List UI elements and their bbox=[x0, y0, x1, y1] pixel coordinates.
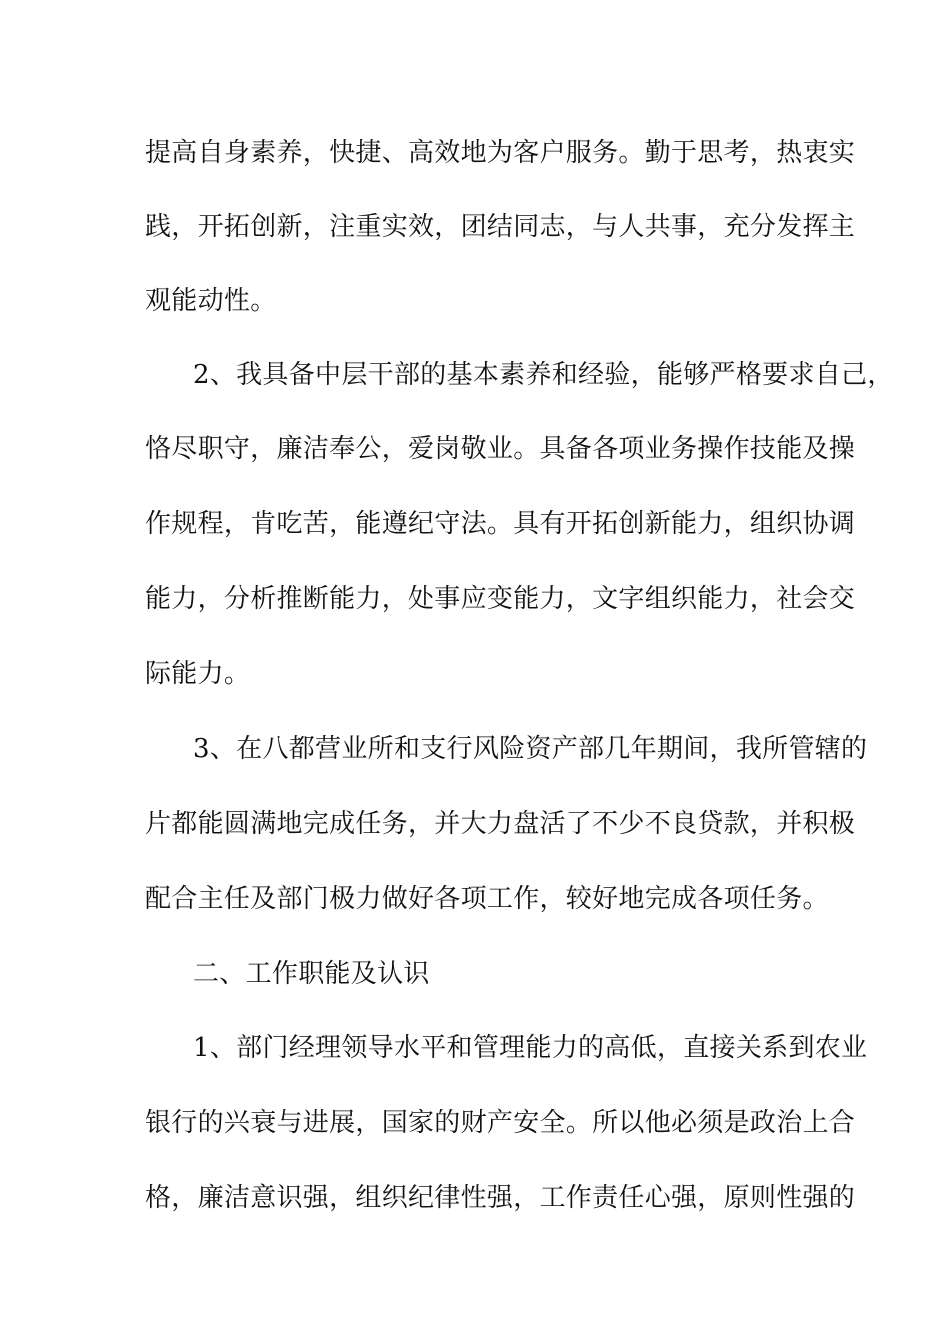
text-line: 片都能圆满地完成任务，并大力盘活了不少不良贷款，并积极 bbox=[145, 809, 856, 839]
text-line: 作规程，肯吃苦，能遵纪守法。具有开拓创新能力，组织协调 bbox=[145, 509, 856, 539]
text-line: 银行的兴衰与进展，国家的财产安全。所以他必须是政治上合 bbox=[145, 1108, 856, 1138]
paragraph-start-line: 1、部门经理领导水平和管理能力的高低，直接关系到农业 bbox=[193, 1033, 868, 1063]
text-line: 提高自身素养，快捷、高效地为客户服务。勤于思考，热衷实 bbox=[145, 138, 856, 168]
text-line: 践，开拓创新，注重实效，团结同志，与人共事，充分发挥主 bbox=[145, 212, 856, 242]
text-line: 恪尽职守，廉洁奉公，爱岗敬业。具备各项业务操作技能及操 bbox=[145, 434, 856, 464]
text-line: 配合主任及部门极力做好各项工作，较好地完成各项任务。 bbox=[145, 884, 829, 914]
section-heading: 二、工作职能及认识 bbox=[193, 959, 430, 989]
text-line: 格，廉洁意识强，组织纪律性强，工作责任心强，原则性强的 bbox=[145, 1183, 856, 1213]
text-line: 能力，分析推断能力，处事应变能力，文字组织能力，社会交 bbox=[145, 584, 856, 614]
paragraph-start-line: 2、我具备中层干部的基本素养和经验，能够严格要求自己， bbox=[193, 360, 894, 390]
text-line: 观能动性。 bbox=[145, 286, 277, 316]
paragraph-start-line: 3、在八都营业所和支行风险资产部几年期间，我所管辖的 bbox=[193, 734, 868, 764]
text-line: 际能力。 bbox=[145, 659, 251, 689]
